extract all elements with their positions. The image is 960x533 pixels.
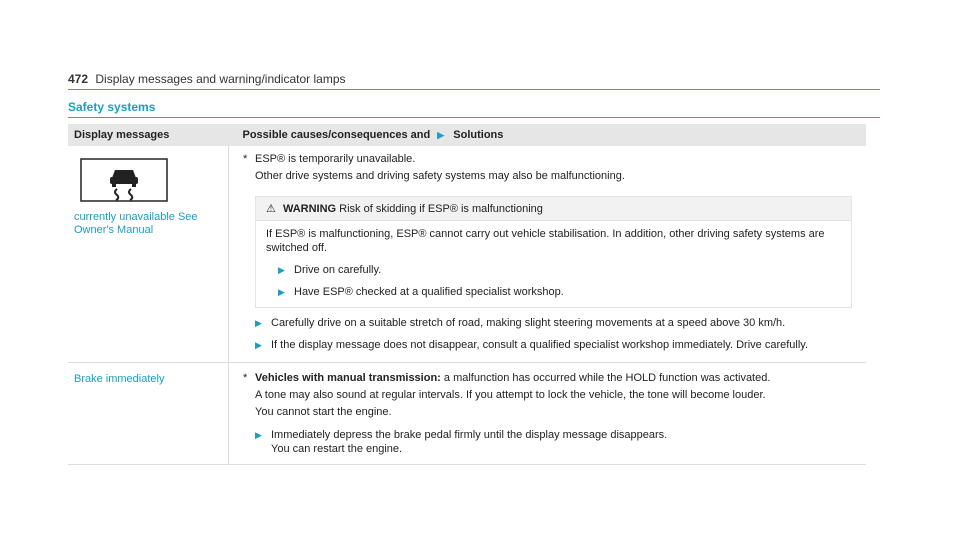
page-number: 472 [68,72,89,86]
warning-body: If ESP® is malfunctioning, ESP® cannot carry out vehicle stabilisation. In addition, other driving safety systems are switched off. [266,228,825,254]
solution-result: You can restart the engine. [271,443,403,455]
cause-line: You cannot start the engine. [255,406,392,418]
warning-triangle-icon: ⚠ [266,203,276,215]
section-title: Safety systems [68,100,156,114]
col-causes: Possible causes/consequences and ▶ Solutions [229,124,867,146]
cause-line: ESP® is temporarily unavailable. [255,153,416,165]
section-rule [68,117,880,118]
arrow-icon: ▶ [278,287,285,297]
display-message-text: currently unavailable See Owner's Manual [74,211,198,236]
solution-step: If the display message does not disappear, consult a qualified specialist workshop immediately. Drive carefully. [271,339,809,351]
arrow-icon: ▶ [255,430,262,440]
table-header-row [68,124,866,146]
messages-table [68,124,866,465]
warning-step: Have ESP® checked at a qualified specialist workshop. [294,286,564,298]
warning-label: WARNING [282,203,337,215]
solution-step: Carefully drive on a suitable stretch of road, making slight steering movements at a speed above 30 km/h. [271,317,786,329]
cause-rest: a malfunction has occurred while the HOLD function was activated. [443,372,771,384]
warning-box [255,196,852,308]
warning-step: Drive on carefully. [294,264,382,276]
page-header-title: Display messages and warning/indicator lamps [95,72,346,86]
table-row [68,363,866,465]
table-row [68,146,866,363]
cause-line: A tone may also sound at regular intervals. If you attempt to lock the vehicle, the tone will become louder. [255,389,766,401]
causes-cell: * Vehicles with manual transmission: a malfunction has occurred while the HOLD function was activated. A tone may also sound at regular intervals. If you attempt to lock the vehicle, the tone will become louder. You cannot start the engine. ▶ Immediately depress the brake pedal firmly until the display message disappears. You can restart the engine. [229,363,867,465]
arrow-icon: ▶ [255,318,262,328]
header-rule [68,89,880,90]
message-cell [68,146,229,363]
esp-skid-car-icon [80,158,168,202]
display-message-text: Brake immediately [74,373,165,385]
arrow-icon: ▶ [278,265,285,275]
cause-bold: Vehicles with manual transmission: [255,372,441,384]
page-header [68,72,346,86]
warning-title: Risk of skidding if ESP® is malfunctioning [339,203,543,215]
col-display-messages: Display messages [68,124,229,146]
arrow-icon: ▶ [437,130,445,140]
causes-cell: * ESP® is temporarily unavailable. Other drive systems and driving safety systems may also be malfunctioning. ⚠ WARNING Risk of skidding if ESP® is malfunctioning If ESP® is malfunctioning, ESP® cannot carry out vehicle stabilisation. In addition, other driving safety systems are switched off. ▶ Drive on carefully. ▶ Have ESP® checked at a qualified specialist workshop. ▶ Carefully drive on a suitable stretch of road, making slight steering movements at a speed above 30 km/h. ▶ If the display message does not disappear, consult a qualified specialist workshop immediately. Drive carefully. [229,146,867,363]
message-cell [68,363,229,465]
arrow-icon: ▶ [255,340,262,350]
solution-step: Immediately depress the brake pedal firmly until the display message disappears. [271,429,668,441]
cause-line: Other drive systems and driving safety systems may also be malfunctioning. [255,170,625,182]
